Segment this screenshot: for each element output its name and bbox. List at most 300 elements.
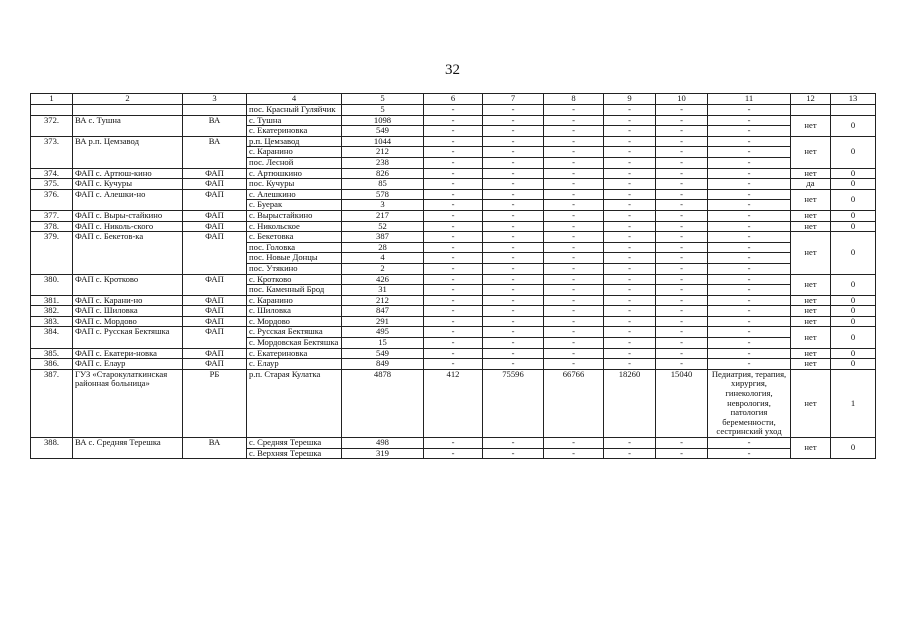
value-cell: - xyxy=(483,274,544,285)
facility-name-cell: ФАП с. Артюш-кино xyxy=(73,168,183,179)
value-cell: - xyxy=(424,168,483,179)
population-cell: 2 xyxy=(342,263,424,274)
value-cell: - xyxy=(656,338,708,349)
value-cell: - xyxy=(656,274,708,285)
value-cell: - xyxy=(483,136,544,147)
col-header: 4 xyxy=(247,94,342,105)
row-number-cell: 378. xyxy=(31,221,73,232)
value-cell: - xyxy=(544,179,604,190)
value-cell: - xyxy=(424,210,483,221)
facility-name-cell: ВА р.п. Цемзавод xyxy=(73,136,183,168)
table-row xyxy=(31,221,876,232)
population-cell: 4878 xyxy=(342,369,424,437)
facility-type-cell: ФАП xyxy=(183,179,247,190)
value-cell: - xyxy=(604,210,656,221)
value-cell: - xyxy=(483,253,544,264)
population-cell: 212 xyxy=(342,147,424,158)
row-number-cell: 388. xyxy=(31,438,73,459)
locality-cell: с. Мордово xyxy=(247,316,342,327)
facility-name-cell: ФАП с. Кучуры xyxy=(73,179,183,190)
facility-type-cell: ФАП xyxy=(183,210,247,221)
count-cell: 0 xyxy=(831,348,876,359)
facility-name-cell: ФАП с. Бекетов-ка xyxy=(73,232,183,274)
value-cell: - xyxy=(708,200,791,211)
value-cell: - xyxy=(544,316,604,327)
value-cell: - xyxy=(483,295,544,306)
facility-type-cell: РБ xyxy=(183,369,247,437)
value-cell: - xyxy=(544,210,604,221)
table-row xyxy=(31,115,876,126)
value-cell: - xyxy=(656,232,708,243)
locality-cell: с. Екатериновка xyxy=(247,348,342,359)
value-cell: - xyxy=(708,221,791,232)
value-cell: - xyxy=(604,105,656,116)
count-cell: 0 xyxy=(831,295,876,306)
value-cell: - xyxy=(424,438,483,449)
value-cell: - xyxy=(604,285,656,296)
value-cell: - xyxy=(544,189,604,200)
value-cell: - xyxy=(544,105,604,116)
col-header: 7 xyxy=(483,94,544,105)
value-cell: - xyxy=(544,126,604,137)
value-cell: - xyxy=(544,285,604,296)
population-cell: 849 xyxy=(342,359,424,370)
population-cell: 85 xyxy=(342,179,424,190)
population-cell: 1098 xyxy=(342,115,424,126)
value-cell: - xyxy=(604,168,656,179)
value-cell: - xyxy=(483,200,544,211)
col-header: 5 xyxy=(342,94,424,105)
facility-name-cell: ФАП с. Елаур xyxy=(73,359,183,370)
locality-cell: с. Екатериновка xyxy=(247,126,342,137)
value-cell: - xyxy=(708,285,791,296)
locality-cell: р.п. Цемзавод xyxy=(247,136,342,147)
value-cell: - xyxy=(656,263,708,274)
value-cell: - xyxy=(483,232,544,243)
value-cell: - xyxy=(708,147,791,158)
locality-cell: с. Шиловка xyxy=(247,306,342,317)
row-number-cell: 387. xyxy=(31,369,73,437)
value-cell: - xyxy=(708,168,791,179)
locality-cell: с. Буерак xyxy=(247,200,342,211)
value-cell: - xyxy=(544,327,604,338)
table-row xyxy=(31,105,876,116)
value-cell: - xyxy=(604,316,656,327)
locality-cell: с. Елаур xyxy=(247,359,342,370)
value-cell: - xyxy=(544,306,604,317)
value-cell: - xyxy=(483,263,544,274)
population-cell: 31 xyxy=(342,285,424,296)
value-cell: - xyxy=(656,126,708,137)
value-cell: - xyxy=(424,348,483,359)
population-cell: 387 xyxy=(342,232,424,243)
value-cell: - xyxy=(424,285,483,296)
value-cell: - xyxy=(604,189,656,200)
value-cell: - xyxy=(708,126,791,137)
value-cell: - xyxy=(656,253,708,264)
row-number-cell: 377. xyxy=(31,210,73,221)
value-cell: - xyxy=(544,232,604,243)
population-cell: 4 xyxy=(342,253,424,264)
value-cell: - xyxy=(708,157,791,168)
value-cell: - xyxy=(424,316,483,327)
value-cell: - xyxy=(483,316,544,327)
value-cell: - xyxy=(656,221,708,232)
value-cell: - xyxy=(483,359,544,370)
facility-name-cell: ВА с. Тушна xyxy=(73,115,183,136)
count-cell: 0 xyxy=(831,327,876,348)
locality-cell: пос. Головка xyxy=(247,242,342,253)
table-row xyxy=(31,232,876,243)
row-number-cell: 373. xyxy=(31,136,73,168)
facility-name-cell: ФАП с. Алешки-но xyxy=(73,189,183,210)
locality-cell: с. Никольское xyxy=(247,221,342,232)
value-cell: - xyxy=(544,348,604,359)
locality-cell: с. Мордовская Бектяшка xyxy=(247,338,342,349)
availability-cell: нет xyxy=(791,232,831,274)
value-cell: - xyxy=(483,115,544,126)
locality-cell: пос. Кучуры xyxy=(247,179,342,190)
facility-name-cell: ФАП с. Мордово xyxy=(73,316,183,327)
population-cell: 52 xyxy=(342,221,424,232)
value-cell: - xyxy=(708,327,791,338)
value-cell: - xyxy=(656,285,708,296)
availability-cell: нет xyxy=(791,221,831,232)
value-cell: - xyxy=(424,295,483,306)
value-cell: - xyxy=(656,179,708,190)
locality-cell: с. Каранино xyxy=(247,295,342,306)
row-number-cell: 385. xyxy=(31,348,73,359)
facility-type-cell: ФАП xyxy=(183,295,247,306)
availability-cell: нет xyxy=(791,189,831,210)
facility-name-cell: ФАП с. Русская Бектяшка xyxy=(73,327,183,348)
availability-cell: нет xyxy=(791,359,831,370)
row-number-cell: 375. xyxy=(31,179,73,190)
population-cell: 426 xyxy=(342,274,424,285)
value-cell: - xyxy=(544,200,604,211)
settlements-table xyxy=(30,93,876,459)
value-cell: - xyxy=(656,438,708,449)
value-cell: - xyxy=(544,295,604,306)
row-number-cell: 382. xyxy=(31,306,73,317)
value-cell: - xyxy=(424,327,483,338)
value-cell: - xyxy=(656,115,708,126)
row-number-cell: 380. xyxy=(31,274,73,295)
value-cell: - xyxy=(656,295,708,306)
value-cell: - xyxy=(656,157,708,168)
facility-type-cell: ФАП xyxy=(183,274,247,295)
value-cell: - xyxy=(656,136,708,147)
table-row xyxy=(31,327,876,338)
count-cell: 0 xyxy=(831,115,876,136)
value-cell: - xyxy=(424,263,483,274)
value-cell: - xyxy=(424,115,483,126)
value-cell: - xyxy=(708,359,791,370)
value-cell: - xyxy=(604,306,656,317)
availability-cell: нет xyxy=(791,295,831,306)
value-cell: - xyxy=(656,147,708,158)
value-cell: - xyxy=(483,157,544,168)
locality-cell: с. Русская Бектяшка xyxy=(247,327,342,338)
locality-cell: с. Вырыстайкино xyxy=(247,210,342,221)
count-cell: 0 xyxy=(831,168,876,179)
table-row xyxy=(31,306,876,317)
value-cell: - xyxy=(424,253,483,264)
count-cell: 0 xyxy=(831,179,876,190)
value-cell: - xyxy=(708,210,791,221)
value-cell: - xyxy=(708,189,791,200)
availability-cell: нет xyxy=(791,306,831,317)
row-number-cell: 372. xyxy=(31,115,73,136)
row-number-cell: 386. xyxy=(31,359,73,370)
locality-cell: с. Бекетовка xyxy=(247,232,342,243)
value-cell: - xyxy=(708,263,791,274)
value-cell: - xyxy=(424,221,483,232)
value-cell: - xyxy=(604,253,656,264)
value-cell: - xyxy=(424,147,483,158)
availability-cell: да xyxy=(791,179,831,190)
facility-type-cell: ФАП xyxy=(183,232,247,274)
facility-type-cell: ФАП xyxy=(183,306,247,317)
value-cell: - xyxy=(604,126,656,137)
facility-name-cell: ФАП с. Николь-ского xyxy=(73,221,183,232)
col-header: 3 xyxy=(183,94,247,105)
count-cell: 0 xyxy=(831,136,876,168)
locality-cell: пос. Каменный Брод xyxy=(247,285,342,296)
value-cell: - xyxy=(604,242,656,253)
value-cell: - xyxy=(604,147,656,158)
table-row xyxy=(31,359,876,370)
value-cell: - xyxy=(708,253,791,264)
table-row xyxy=(31,189,876,200)
value-cell: - xyxy=(544,448,604,459)
value-cell: - xyxy=(708,136,791,147)
population-cell: 495 xyxy=(342,327,424,338)
col-header: 10 xyxy=(656,94,708,105)
facility-type-cell: ФАП xyxy=(183,316,247,327)
availability-cell: нет xyxy=(791,115,831,136)
value-cell: - xyxy=(604,438,656,449)
locality-cell: пос. Лесной xyxy=(247,157,342,168)
facility-type-cell: ФАП xyxy=(183,189,247,210)
value-cell: - xyxy=(708,338,791,349)
facility-name-cell: ФАП с. Шиловка xyxy=(73,306,183,317)
col-header: 8 xyxy=(544,94,604,105)
value-cell: - xyxy=(424,448,483,459)
facility-name-cell: ФАП с. Карани-но xyxy=(73,295,183,306)
population-cell: 291 xyxy=(342,316,424,327)
locality-cell: с. Алешкино xyxy=(247,189,342,200)
population-cell: 578 xyxy=(342,189,424,200)
value-cell: - xyxy=(483,189,544,200)
value-cell: - xyxy=(424,179,483,190)
population-cell: 238 xyxy=(342,157,424,168)
value-cell: - xyxy=(604,274,656,285)
availability-cell: нет xyxy=(791,438,831,459)
facility-name-cell: ФАП с. Кротково xyxy=(73,274,183,295)
value-cell: - xyxy=(656,327,708,338)
population-cell: 15 xyxy=(342,338,424,349)
value-cell: - xyxy=(604,338,656,349)
table-row xyxy=(31,348,876,359)
table-row xyxy=(31,274,876,285)
value-cell: - xyxy=(483,306,544,317)
availability-cell: нет xyxy=(791,348,831,359)
value-cell: - xyxy=(544,253,604,264)
value-cell: - xyxy=(424,200,483,211)
value-cell: - xyxy=(544,359,604,370)
value-cell: - xyxy=(604,295,656,306)
value-cell: - xyxy=(708,232,791,243)
count-cell: 0 xyxy=(831,438,876,459)
value-cell: - xyxy=(604,348,656,359)
value-cell: - xyxy=(483,147,544,158)
value-cell: - xyxy=(483,285,544,296)
value-cell: - xyxy=(544,263,604,274)
count-cell: 1 xyxy=(831,369,876,437)
value-cell: - xyxy=(604,157,656,168)
table-row xyxy=(31,168,876,179)
locality-cell: с. Верхняя Терешка xyxy=(247,448,342,459)
value-cell: - xyxy=(483,179,544,190)
value-cell: - xyxy=(544,338,604,349)
facility-name-cell: ГУЗ «Старокулаткинская районная больница» xyxy=(73,369,183,437)
col-header: 11 xyxy=(708,94,791,105)
value-cell: - xyxy=(544,168,604,179)
facility-type-cell: ФАП xyxy=(183,359,247,370)
value-cell: - xyxy=(708,348,791,359)
facility-name-cell: ФАП с. Екатери-новка xyxy=(73,348,183,359)
value-cell: - xyxy=(544,438,604,449)
population-cell: 3 xyxy=(342,200,424,211)
col-header: 1 xyxy=(31,94,73,105)
value-cell: - xyxy=(424,242,483,253)
count-cell: 0 xyxy=(831,221,876,232)
count-cell: 0 xyxy=(831,359,876,370)
population-cell: 5 xyxy=(342,105,424,116)
value-cell: - xyxy=(708,105,791,116)
value-cell: - xyxy=(604,359,656,370)
count-cell: 0 xyxy=(831,189,876,210)
population-cell: 28 xyxy=(342,242,424,253)
value-cell: - xyxy=(483,105,544,116)
table-row xyxy=(31,295,876,306)
row-number-cell: 376. xyxy=(31,189,73,210)
value-cell: - xyxy=(424,359,483,370)
locality-cell: с. Кротково xyxy=(247,274,342,285)
population-cell: 1044 xyxy=(342,136,424,147)
header-row xyxy=(31,94,876,105)
page-number: 32 xyxy=(445,62,460,78)
value-cell: - xyxy=(424,126,483,137)
value-cell: - xyxy=(604,232,656,243)
value-cell: - xyxy=(604,115,656,126)
facility-type-cell: ВА xyxy=(183,115,247,136)
row-number-cell: 379. xyxy=(31,232,73,274)
row-number-cell: 383. xyxy=(31,316,73,327)
value-cell: - xyxy=(424,105,483,116)
value-cell: - xyxy=(483,438,544,449)
table-row xyxy=(31,369,876,437)
facility-name-cell: ФАП с. Выры-стайкино xyxy=(73,210,183,221)
value-cell: - xyxy=(483,448,544,459)
value-cell: - xyxy=(544,147,604,158)
availability-cell: нет xyxy=(791,369,831,437)
count-cell: 0 xyxy=(831,316,876,327)
value-cell: - xyxy=(424,274,483,285)
value-cell: - xyxy=(604,263,656,274)
col-header: 12 xyxy=(791,94,831,105)
locality-cell: пос. Красный Гуляйчик xyxy=(247,105,342,116)
population-cell: 847 xyxy=(342,306,424,317)
facility-name-cell: ВА с. Средняя Терешка xyxy=(73,438,183,459)
facility-type-cell: ВА xyxy=(183,136,247,168)
locality-cell: пос. Утякино xyxy=(247,263,342,274)
facility-type-cell: ФАП xyxy=(183,348,247,359)
value-cell: - xyxy=(483,327,544,338)
value-cell: Педиатрия, терапия, хирургия, гинекология, неврология, патология беременности, сестринский уход xyxy=(708,369,791,437)
value-cell: 66766 xyxy=(544,369,604,437)
value-cell: - xyxy=(483,221,544,232)
count-cell: 0 xyxy=(831,232,876,274)
value-cell: - xyxy=(708,438,791,449)
value-cell: - xyxy=(483,348,544,359)
col-header: 9 xyxy=(604,94,656,105)
value-cell: - xyxy=(604,327,656,338)
facility-type-cell: ФАП xyxy=(183,327,247,348)
count-cell: 0 xyxy=(831,274,876,295)
value-cell: - xyxy=(708,316,791,327)
value-cell: - xyxy=(604,448,656,459)
value-cell: - xyxy=(708,448,791,459)
facility-type-cell: ФАП xyxy=(183,168,247,179)
value-cell: - xyxy=(656,348,708,359)
value-cell: - xyxy=(656,359,708,370)
value-cell: - xyxy=(656,242,708,253)
value-cell: - xyxy=(656,306,708,317)
population-cell: 217 xyxy=(342,210,424,221)
facility-type-cell: ВА xyxy=(183,438,247,459)
value-cell: - xyxy=(483,338,544,349)
count-cell: 0 xyxy=(831,306,876,317)
value-cell: - xyxy=(656,189,708,200)
value-cell: - xyxy=(604,136,656,147)
locality-cell: р.п. Старая Кулатка xyxy=(247,369,342,437)
value-cell: - xyxy=(424,338,483,349)
col-header: 13 xyxy=(831,94,876,105)
value-cell: - xyxy=(544,274,604,285)
value-cell: 15040 xyxy=(656,369,708,437)
value-cell: - xyxy=(483,210,544,221)
table-row xyxy=(31,179,876,190)
value-cell: - xyxy=(483,126,544,137)
locality-cell: с. Тушна xyxy=(247,115,342,126)
value-cell: - xyxy=(708,179,791,190)
availability-cell: нет xyxy=(791,210,831,221)
value-cell: - xyxy=(708,115,791,126)
row-number-cell: 381. xyxy=(31,295,73,306)
value-cell: 18260 xyxy=(604,369,656,437)
population-cell: 212 xyxy=(342,295,424,306)
col-header: 2 xyxy=(73,94,183,105)
value-cell: - xyxy=(656,448,708,459)
value-cell: 412 xyxy=(424,369,483,437)
value-cell: - xyxy=(544,221,604,232)
count-cell: 0 xyxy=(831,210,876,221)
value-cell: - xyxy=(544,157,604,168)
population-cell: 498 xyxy=(342,438,424,449)
value-cell: - xyxy=(544,242,604,253)
